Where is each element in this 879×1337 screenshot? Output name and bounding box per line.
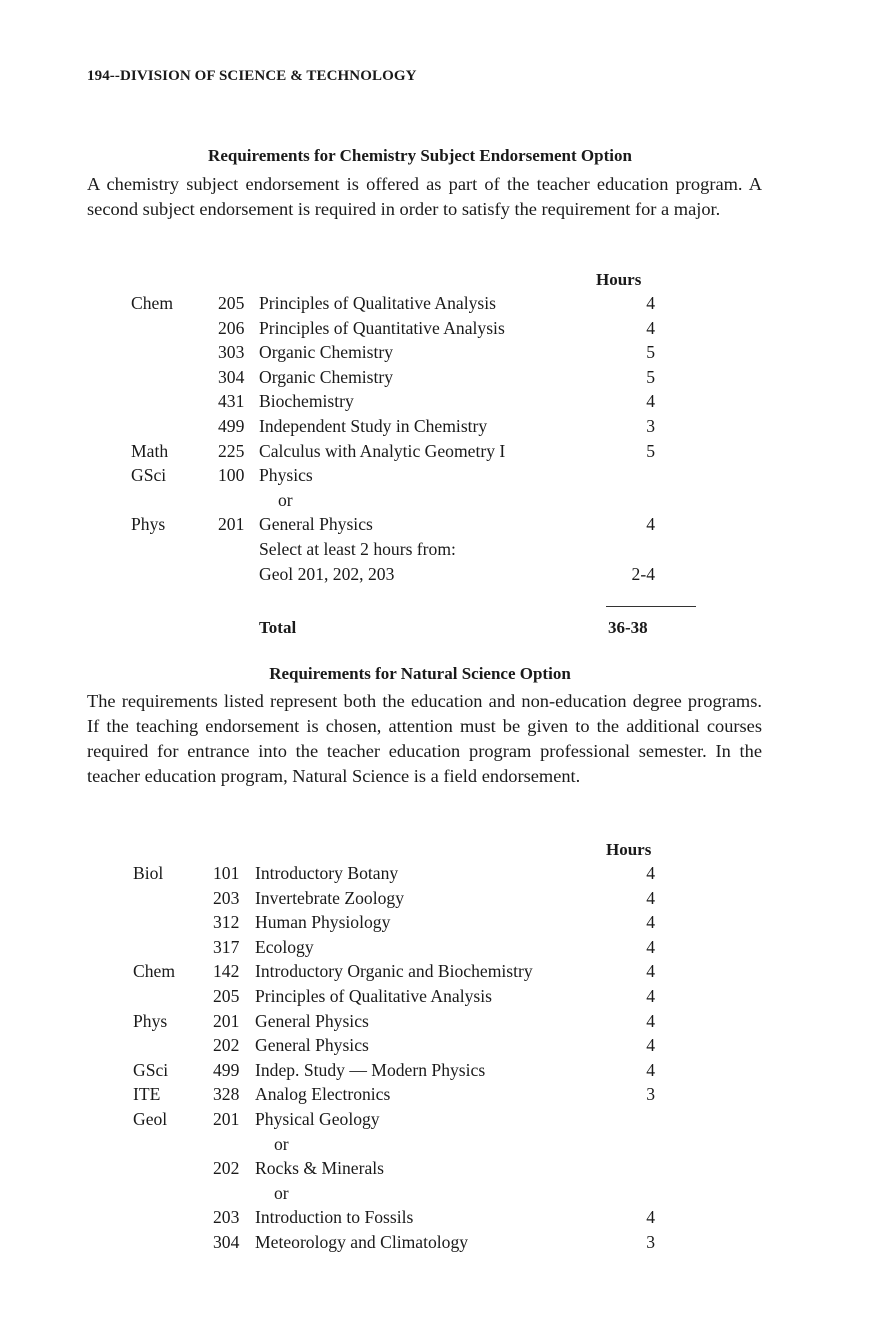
course-title: Physics [259,465,313,486]
course-title: Geol 201, 202, 203 [259,563,395,584]
course-hours: 4 [646,1035,655,1056]
course-title: General Physics [259,514,373,535]
course-dept: Phys [133,1010,168,1031]
course-dept: GSci [131,465,167,486]
course-dept: ITE [133,1084,161,1105]
course-number: 201 [213,1010,240,1031]
course-number: 431 [218,391,245,412]
course-number: 303 [218,342,245,363]
course-dept: Geol [133,1109,168,1129]
course-title: Biochemistry [259,391,354,412]
course-number: 225 [218,440,245,461]
course-number: 203 [213,887,240,908]
course-dept: Math [131,440,169,461]
course-hours: 5 [646,342,655,363]
course-hours: 4 [646,936,655,957]
course-hours: 2-4 [631,563,655,584]
course-hours: 4 [646,912,655,933]
course-title: Principles of Qualitative Analysis [259,293,496,313]
course-title: Meteorology and Climatology [255,1232,469,1252]
course-hours: 4 [646,1207,655,1228]
course-dept: Chem [131,293,174,313]
course-number: 203 [213,1207,240,1228]
course-title: Human Physiology [255,912,391,933]
natural-science-hours-header: Hours [606,840,652,859]
chemistry-total-hours: 36-38 [608,618,648,637]
course-number: 100 [218,465,245,486]
course-hours: 4 [646,863,655,883]
natural-science-intro: The requirements listed represent both the education and non-education degree programs. If the teaching endorsement is chosen, attention must be given to the additional courses required for entrance into the teacher education program professional semester. In the teacher education program, Natural Science is a field endorsement. [87,691,762,786]
course-dept: Phys [131,514,166,535]
course-title: Introductory Organic and Biochemistry [255,961,533,982]
course-title: Analog Electronics [255,1084,391,1105]
course-hours: 5 [646,366,655,387]
course-number: 206 [218,317,245,338]
course-title: Principles of Qualitative Analysis [255,986,492,1006]
course-hours: 4 [646,1010,655,1031]
course-hours: 4 [646,986,655,1006]
course-hours: 5 [646,440,655,461]
chemistry-hours-header: Hours [596,270,642,289]
course-number: 328 [213,1084,240,1105]
course-title: Indep. Study — Modern Physics [255,1059,486,1080]
course-number: 202 [213,1158,240,1179]
course-title: Principles of Quantitative Analysis [259,317,505,338]
course-hours: 4 [646,293,655,313]
course-title: or [278,489,293,510]
course-title: or [274,1182,289,1203]
course-title: Invertebrate Zoology [255,887,404,908]
course-number: 201 [213,1109,240,1129]
course-number: 499 [213,1059,240,1080]
course-hours: 4 [646,317,655,338]
course-dept: GSci [133,1059,169,1080]
course-number: 499 [218,416,245,436]
course-hours: 4 [646,961,655,982]
course-hours: 3 [646,1232,655,1252]
course-dept: Biol [133,863,164,883]
course-number: 304 [213,1232,240,1252]
course-number: 312 [213,912,240,933]
course-title: Calculus with Analytic Geometry I [259,440,506,461]
course-title: Independent Study in Chemistry [259,416,488,436]
course-title: Rocks & Minerals [255,1158,385,1179]
chemistry-total-rule [606,606,696,607]
course-hours: 3 [646,416,655,436]
course-number: 205 [213,986,240,1006]
course-number: 205 [218,293,245,313]
course-title: or [274,1133,289,1154]
chemistry-section-title: Requirements for Chemistry Subject Endorsement Option [208,146,632,165]
course-title: Organic Chemistry [259,366,394,387]
running-head: 194--DIVISION OF SCIENCE & TECHNOLOGY [87,68,417,84]
course-number: 201 [218,514,245,535]
course-dept: Chem [133,961,176,982]
natural-science-section-title: Requirements for Natural Science Option [269,664,571,683]
course-title: Physical Geology [255,1109,380,1129]
chemistry-intro: A chemistry subject endorsement is offered as part of the teacher education program. A second subject endorsement is required in order to satisfy the requirement for a major. [87,174,762,219]
course-hours: 4 [646,514,655,535]
course-number: 101 [213,863,240,883]
chemistry-total-label: Total [259,618,297,637]
course-title: General Physics [255,1035,369,1056]
course-number: 304 [218,366,245,387]
course-title: General Physics [255,1010,369,1031]
course-number: 202 [213,1035,240,1056]
course-title: Ecology [255,936,314,957]
course-hours: 4 [646,1059,655,1080]
course-title: Organic Chemistry [259,342,394,363]
course-title: Introduction to Fossils [255,1207,414,1228]
course-number: 317 [213,936,240,957]
course-title: Select at least 2 hours from: [259,539,456,559]
course-number: 142 [213,961,240,982]
course-hours: 3 [646,1084,655,1105]
course-title: Introductory Botany [255,863,399,883]
course-hours: 4 [646,391,655,412]
course-hours: 4 [646,887,655,908]
